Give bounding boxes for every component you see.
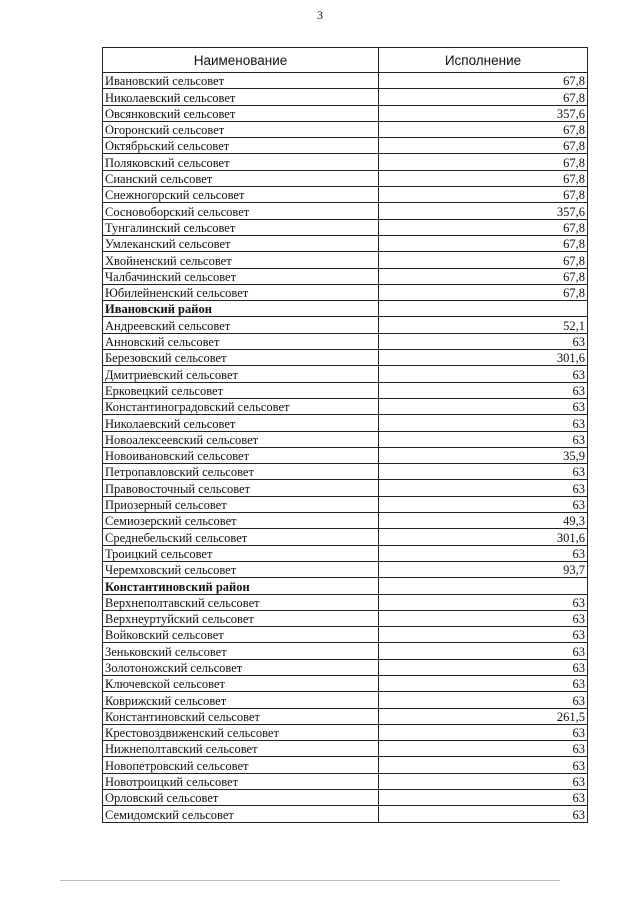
council-name: Сосновоборский сельсовет [103, 203, 379, 219]
page-number: 3 [317, 8, 323, 22]
council-name: Николаевский сельсовет [103, 415, 379, 431]
district-name: Константиновский район [103, 578, 379, 594]
execution-value: 357,6 [379, 203, 588, 219]
council-name: Ключевской сельсовет [103, 675, 379, 691]
table-row [103, 741, 588, 757]
execution-value: 63 [379, 496, 588, 512]
council-name: Новопетровский сельсовет [103, 757, 379, 773]
table-row [103, 757, 588, 773]
table-row [103, 692, 588, 708]
table-row [103, 366, 588, 382]
table-row [103, 268, 588, 284]
execution-value: 63 [379, 757, 588, 773]
council-name: Чалбачинский сельсовет [103, 268, 379, 284]
table-row [103, 496, 588, 512]
council-name: Войковский сельсовет [103, 627, 379, 643]
council-name: Крестовоздвиженский сельсовет [103, 724, 379, 740]
table-header [103, 48, 588, 73]
table-row [103, 203, 588, 219]
table-row [103, 317, 588, 333]
council-name: Нижнеполтавский сельсовет [103, 741, 379, 757]
execution-value: 67,8 [379, 121, 588, 137]
execution-value [379, 578, 588, 594]
table-row [103, 187, 588, 203]
execution-value: 63 [379, 692, 588, 708]
table-row [103, 219, 588, 235]
scan-artifact-line [60, 880, 560, 881]
table-row [103, 659, 588, 675]
execution-value: 63 [379, 431, 588, 447]
execution-value: 67,8 [379, 187, 588, 203]
council-name: Петропавловский сельсовет [103, 464, 379, 480]
council-name: Черемховский сельсовет [103, 561, 379, 577]
table-row [103, 480, 588, 496]
execution-value: 67,8 [379, 170, 588, 186]
council-name: Семиозерский сельсовет [103, 513, 379, 529]
header-row [103, 48, 588, 73]
table-row [103, 513, 588, 529]
execution-value: 93,7 [379, 561, 588, 577]
council-name: Октябрьский сельсовет [103, 138, 379, 154]
table-row [103, 235, 588, 251]
execution-value: 63 [379, 545, 588, 561]
execution-value: 63 [379, 594, 588, 610]
execution-value: 63 [379, 741, 588, 757]
execution-value: 301,6 [379, 350, 588, 366]
table-row [103, 284, 588, 300]
execution-value: 357,6 [379, 105, 588, 121]
table-row [103, 464, 588, 480]
council-name: Ивановский сельсовет [103, 73, 379, 89]
council-name: Юбилейненский сельсовет [103, 284, 379, 300]
council-name: Овсянковский сельсовет [103, 105, 379, 121]
execution-value: 67,8 [379, 89, 588, 105]
execution-value: 63 [379, 464, 588, 480]
table-row [103, 447, 588, 463]
execution-value: 67,8 [379, 268, 588, 284]
council-name: Ерковецкий сельсовет [103, 382, 379, 398]
council-name: Константиноградовский сельсовет [103, 398, 379, 414]
council-name: Анновский сельсовет [103, 333, 379, 349]
header-value: Исполнение [379, 48, 588, 73]
council-name: Новоалексеевский сельсовет [103, 431, 379, 447]
execution-value: 63 [379, 675, 588, 691]
execution-value: 63 [379, 627, 588, 643]
table-row [103, 89, 588, 105]
table-row [103, 627, 588, 643]
table-row [103, 773, 588, 789]
execution-value: 63 [379, 724, 588, 740]
council-name: Новотроицкий сельсовет [103, 773, 379, 789]
council-name: Орловский сельсовет [103, 790, 379, 806]
execution-value: 301,6 [379, 529, 588, 545]
execution-value: 67,8 [379, 252, 588, 268]
table-row [103, 431, 588, 447]
council-name: Приозерный сельсовет [103, 496, 379, 512]
table-row [103, 561, 588, 577]
section-row [103, 301, 588, 317]
table-row [103, 138, 588, 154]
execution-value: 63 [379, 382, 588, 398]
execution-value: 52,1 [379, 317, 588, 333]
execution-value: 63 [379, 398, 588, 414]
council-name: Среднебельский сельсовет [103, 529, 379, 545]
council-name: Снежногорский сельсовет [103, 187, 379, 203]
council-name: Константиновский сельсовет [103, 708, 379, 724]
council-name: Поляковский сельсовет [103, 154, 379, 170]
council-name: Хвойненский сельсовет [103, 252, 379, 268]
council-name: Троицкий сельсовет [103, 545, 379, 561]
table-row [103, 790, 588, 806]
council-name: Верхнеполтавский сельсовет [103, 594, 379, 610]
table-row [103, 73, 588, 89]
execution-value: 67,8 [379, 219, 588, 235]
execution-value: 63 [379, 480, 588, 496]
council-name: Правовосточный сельсовет [103, 480, 379, 496]
execution-value: 63 [379, 333, 588, 349]
table-row [103, 382, 588, 398]
execution-value: 63 [379, 790, 588, 806]
council-name: Огоронский сельсовет [103, 121, 379, 137]
execution-value: 35,9 [379, 447, 588, 463]
table-body [103, 73, 588, 823]
execution-value: 49,3 [379, 513, 588, 529]
council-name: Зеньковский сельсовет [103, 643, 379, 659]
execution-value: 63 [379, 415, 588, 431]
council-name: Верхнеуртуйский сельсовет [103, 610, 379, 626]
council-name: Березовский сельсовет [103, 350, 379, 366]
council-name: Андреевский сельсовет [103, 317, 379, 333]
execution-value: 261,5 [379, 708, 588, 724]
table-row [103, 675, 588, 691]
council-name: Семидомский сельсовет [103, 806, 379, 822]
execution-value: 63 [379, 610, 588, 626]
header-name: Наименование [103, 48, 379, 73]
execution-value: 63 [379, 806, 588, 822]
execution-value: 67,8 [379, 235, 588, 251]
council-name: Новоивановский сельсовет [103, 447, 379, 463]
table-row [103, 529, 588, 545]
table-row [103, 643, 588, 659]
execution-value: 67,8 [379, 154, 588, 170]
table-row [103, 105, 588, 121]
table-row [103, 121, 588, 137]
council-name: Дмитриевский сельсовет [103, 366, 379, 382]
table-row [103, 415, 588, 431]
execution-value: 67,8 [379, 73, 588, 89]
execution-value: 67,8 [379, 284, 588, 300]
council-name: Коврижский сельсовет [103, 692, 379, 708]
execution-value: 63 [379, 366, 588, 382]
table-row [103, 806, 588, 822]
district-name: Ивановский район [103, 301, 379, 317]
council-name: Тунгалинский сельсовет [103, 219, 379, 235]
table-row [103, 170, 588, 186]
council-name: Умлеканский сельсовет [103, 235, 379, 251]
table-row [103, 333, 588, 349]
table-row [103, 350, 588, 366]
execution-value: 63 [379, 659, 588, 675]
section-row [103, 578, 588, 594]
table-row [103, 252, 588, 268]
execution-value: 67,8 [379, 138, 588, 154]
council-name: Николаевский сельсовет [103, 89, 379, 105]
execution-value [379, 301, 588, 317]
budget-table [102, 47, 588, 823]
execution-value: 63 [379, 773, 588, 789]
table-row [103, 724, 588, 740]
table-row [103, 545, 588, 561]
table-row [103, 398, 588, 414]
table-row [103, 154, 588, 170]
table-row [103, 708, 588, 724]
council-name: Золотоножский сельсовет [103, 659, 379, 675]
execution-value: 63 [379, 643, 588, 659]
table-row [103, 610, 588, 626]
council-name: Сианский сельсовет [103, 170, 379, 186]
table-row [103, 594, 588, 610]
